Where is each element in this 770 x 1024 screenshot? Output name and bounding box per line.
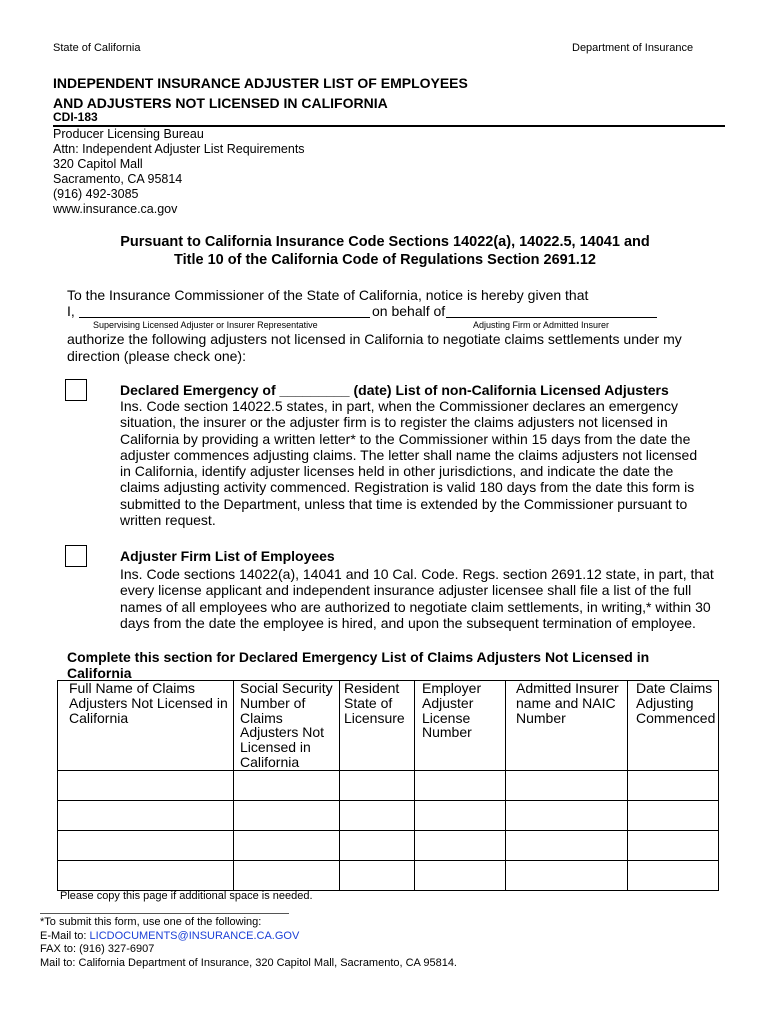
- col-header-full-name: Full Name of Claims Adjusters Not Licensed in California: [58, 681, 234, 771]
- adjuster-table: [57, 680, 719, 891]
- email-label: E-Mail to:: [40, 929, 90, 942]
- cell-date-commenced[interactable]: [628, 830, 719, 860]
- address-line: Attn: Independent Adjuster List Requirements: [53, 142, 305, 156]
- cell-admitted-insurer[interactable]: [506, 770, 628, 800]
- table-row: [58, 830, 719, 860]
- table-row: [58, 800, 719, 830]
- paragraph-line: days from the date the employee is hired, and upon the subsequent termination of employee.: [120, 614, 696, 631]
- cell-full-name[interactable]: [58, 830, 234, 860]
- cell-ssn[interactable]: [234, 830, 340, 860]
- paragraph-line: written request.: [120, 512, 216, 529]
- cell-resident-state[interactable]: [340, 800, 415, 830]
- col-header-ssn: Social Security Number of Claims Adjusters Not Licensed in California: [234, 681, 340, 771]
- address-line: (916) 492-3085: [53, 187, 139, 201]
- statute-line1: Pursuant to California Insurance Code Sections 14022(a), 14022.5, 14041 and: [120, 234, 650, 250]
- cell-date-commenced[interactable]: [628, 800, 719, 830]
- cell-admitted-insurer[interactable]: [506, 830, 628, 860]
- cell-resident-state[interactable]: [340, 770, 415, 800]
- col-header-resident-state: Resident State of Licensure: [340, 681, 415, 771]
- paragraph-line: California by providing a written letter* to the Commissioner within 15 days from the date the: [120, 430, 691, 447]
- paragraph-line: submitted to the Department, unless that time is extended by the Commissioner pursuant to: [120, 495, 688, 512]
- caption-firm: Adjusting Firm or Admitted Insurer: [473, 320, 610, 330]
- col-header-date-commenced: Date Claims Adjusting Commenced: [628, 681, 719, 771]
- paragraph-line: Ins. Code sections 14022(a), 14041 and 10 Cal. Code. Regs. section 2691.12 state, in part, that: [120, 566, 714, 582]
- notice-line1: To the Insurance Commissioner of the State of California, notice is hereby given that: [67, 287, 589, 303]
- declared-emergency-text: [120, 398, 697, 528]
- address-block: [53, 127, 305, 217]
- col-header-admitted-insurer: Admitted Insurer name and NAIC Number: [506, 681, 628, 771]
- address-line: www.insurance.ca.gov: [53, 202, 178, 216]
- cell-license-number[interactable]: [415, 800, 506, 830]
- cell-ssn[interactable]: [234, 770, 340, 800]
- paragraph-line: every license applicant and independent insurance adjuster licensee shall file a list of the full: [120, 582, 692, 599]
- table-header-row: [58, 681, 719, 771]
- section-heading-line1: Complete this section for Declared Emergency List of Claims Adjusters Not Licensed in: [67, 649, 650, 665]
- adjusting-firm-field[interactable]: [446, 317, 657, 318]
- notice-line3: authorize the following adjusters not licensed in California to negotiate claims settlements under my: [67, 331, 682, 347]
- cell-full-name[interactable]: [58, 800, 234, 830]
- cell-admitted-insurer[interactable]: [506, 860, 628, 890]
- paragraph-line: names of all employees who are authorized to negotiate claim settlements, in writing,* within 30: [120, 598, 711, 615]
- supervising-adjuster-field[interactable]: [79, 317, 370, 318]
- footnote-block: [40, 916, 457, 970]
- cell-resident-state[interactable]: [340, 860, 415, 890]
- address-line: 320 Capitol Mall: [53, 157, 143, 171]
- paragraph-line: Ins. Code section 14022.5 states, in part, when the Commissioner declares an emergency: [120, 398, 678, 414]
- declared-emergency-heading: Declared Emergency of _________ (date) List of non-California Licensed Adjusters: [120, 382, 669, 398]
- cell-license-number[interactable]: [415, 830, 506, 860]
- firm-list-checkbox[interactable]: [65, 545, 87, 567]
- form-title-line1: INDEPENDENT INSURANCE ADJUSTER LIST OF EMPLOYEES: [53, 75, 468, 91]
- cell-full-name[interactable]: [58, 770, 234, 800]
- notice-line4: direction (please check one):: [67, 348, 246, 364]
- header-department: Department of Insurance: [572, 42, 694, 54]
- form-number: CDI-183: [53, 110, 98, 124]
- notice-on-behalf: on behalf of: [372, 303, 446, 319]
- cell-license-number[interactable]: [415, 860, 506, 890]
- footnote-email-line: [40, 930, 457, 944]
- paragraph-line: claims adjusting activity commenced. Registration is valid 180 days from the date this form is: [120, 479, 695, 496]
- col-header-license-number: Employer Adjuster License Number: [415, 681, 506, 771]
- header-state: State of California: [53, 42, 141, 54]
- address-line: Sacramento, CA 95814: [53, 172, 183, 186]
- paragraph-line: situation, the insurer or the adjuster firm is to register the claims adjusters not licensed in: [120, 414, 668, 431]
- form-title-line2: AND ADJUSTERS NOT LICENSED IN CALIFORNIA: [53, 95, 388, 111]
- cell-admitted-insurer[interactable]: [506, 800, 628, 830]
- cell-date-commenced[interactable]: [628, 860, 719, 890]
- cell-license-number[interactable]: [415, 770, 506, 800]
- caption-supervising: Supervising Licensed Adjuster or Insurer Representative: [93, 320, 318, 330]
- cell-ssn[interactable]: [234, 860, 340, 890]
- email-link[interactable]: LICDOCUMENTS@INSURANCE.CA.GOV: [89, 929, 300, 942]
- paragraph-line: in California, identify adjuster licenses held in other jurisdictions, and indicate the date the: [120, 463, 674, 480]
- footnote-mail: Mail to: California Department of Insurance, 320 Capitol Mall, Sacramento, CA 95814.: [40, 956, 457, 969]
- cell-full-name[interactable]: [58, 860, 234, 890]
- section-heading-line2: California: [67, 665, 132, 681]
- notice-i-label: I,: [67, 303, 75, 319]
- statute-line2: Title 10 of the California Code of Regulations Section 2691.12: [174, 252, 596, 268]
- cell-resident-state[interactable]: [340, 830, 415, 860]
- footnote-intro: *To submit this form, use one of the following:: [40, 916, 262, 928]
- declared-emergency-checkbox[interactable]: [65, 379, 87, 401]
- firm-list-heading: Adjuster Firm List of Employees: [120, 548, 335, 564]
- footnote-fax: FAX to: (916) 327-6907: [40, 943, 155, 955]
- footnote-divider: [40, 913, 289, 914]
- paragraph-line: adjuster commences adjusting claims. The letter shall name the claims adjusters not licensed: [120, 446, 698, 463]
- table-row: [58, 860, 719, 890]
- address-line: Producer Licensing Bureau: [53, 127, 204, 141]
- table-row: [58, 770, 719, 800]
- firm-list-text: [120, 566, 714, 631]
- cell-date-commenced[interactable]: [628, 770, 719, 800]
- cell-ssn[interactable]: [234, 800, 340, 830]
- copy-note: Please copy this page if additional space is needed.: [60, 890, 313, 902]
